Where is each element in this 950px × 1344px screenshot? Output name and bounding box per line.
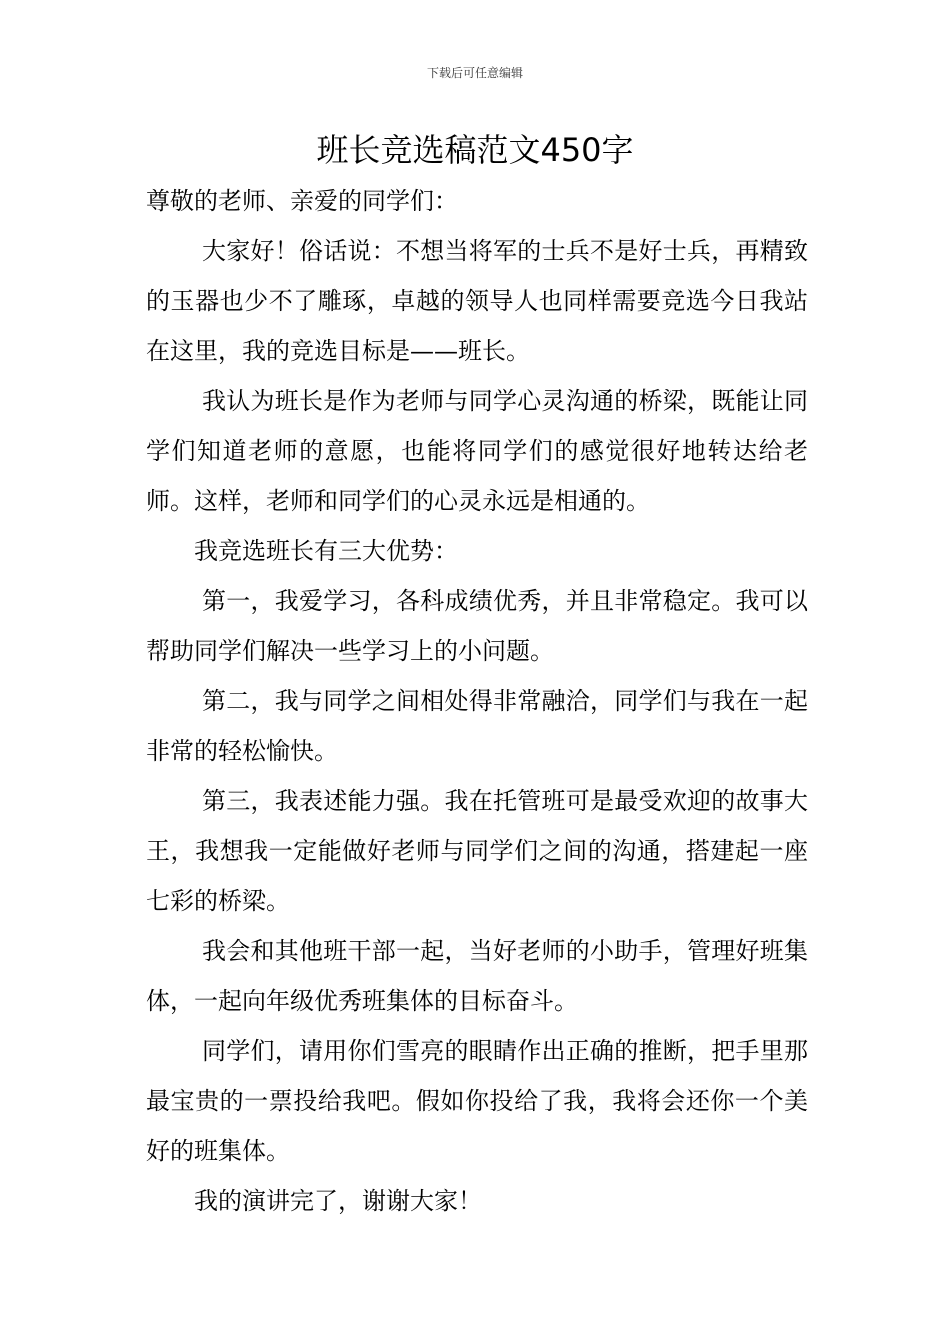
paragraph-third: 第三，我表述能力强。我在托管班可是最受欢迎的故事大王，我想我一定能做好老师与同学们之间的沟通，搭建起一座七彩的桥梁。 [146, 787, 808, 915]
paragraph-role: 我认为班长是作为老师与同学心灵沟通的桥梁，既能让同学们知道老师的意愿，也能将同学们的感觉很好地转达给老师。这样，老师和同学们的心灵永远是相通的。 [146, 387, 808, 515]
paragraph-first: 第一，我爱学习，各科成绩优秀，并且非常稳定。我可以帮助同学们解决一些学习上的小问题。 [146, 587, 808, 665]
paragraph-second: 第二，我与同学之间相处得非常融洽，同学们与我在一起非常的轻松愉快。 [146, 687, 808, 765]
paragraph-closing: 我的演讲完了，谢谢大家！ [194, 1187, 482, 1215]
paragraph-greeting: 大家好！俗话说：不想当将军的士兵不是好士兵，再精致的玉器也少不了雕琢，卓越的领导人也同样需要竞选今日我站在这里，我的竞选目标是——班长。 [146, 237, 808, 365]
page-header-note: 下载后可任意编辑 [426, 66, 523, 80]
paragraph-appeal: 同学们，请用你们雪亮的眼睛作出正确的推断，把手里那最宝贵的一票投给我吧。假如你投给了我，我将会还你一个美好的班集体。 [146, 1037, 808, 1165]
paragraph-advantages-intro: 我竞选班长有三大优势： [194, 537, 458, 565]
document-body [146, 176, 808, 1226]
salutation: 尊敬的老师、亲爱的同学们： [146, 187, 458, 215]
paragraph-commitment: 我会和其他班干部一起，当好老师的小助手，管理好班集体，一起向年级优秀班集体的目标奋斗。 [146, 937, 808, 1015]
document-title: 班长竞选稿范文450字 [316, 131, 634, 169]
